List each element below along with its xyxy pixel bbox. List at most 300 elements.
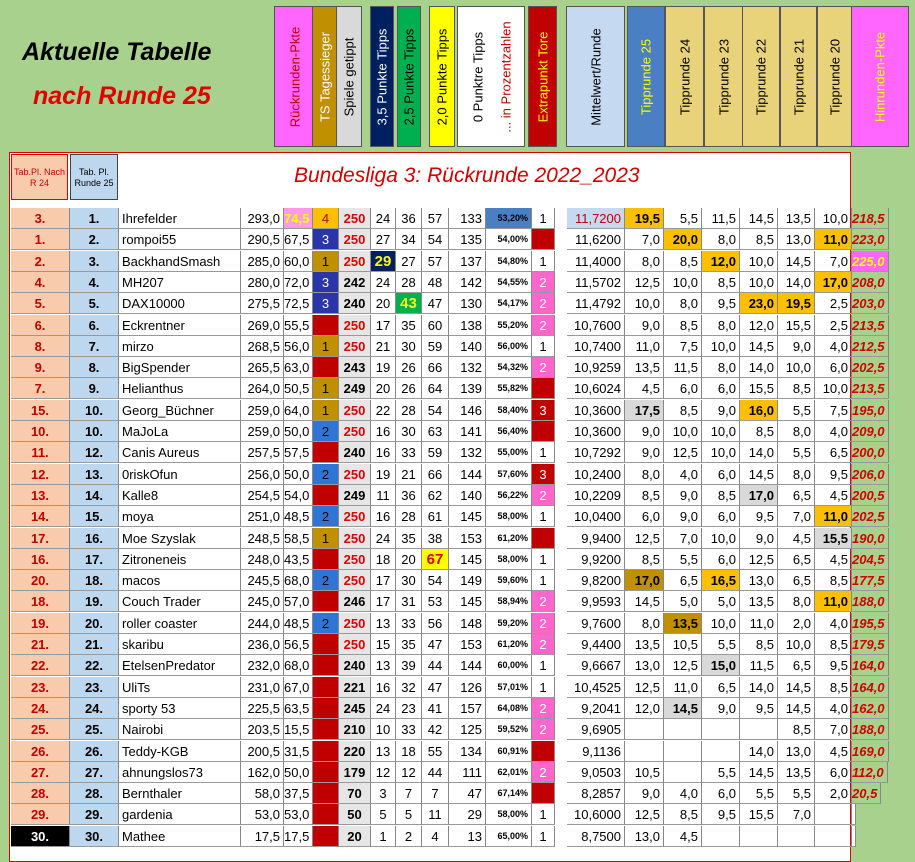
prev-rank-cell: 19. (11, 613, 70, 634)
tipps-0-cell: 145 (449, 506, 486, 527)
rueckrunden-points-cell: 56,5 (284, 634, 313, 655)
mittelwert-cell: 8,7500 (567, 826, 625, 847)
hinrunden-points-cell: 169,0 (852, 741, 889, 762)
tipps-20-cell: 42 (422, 719, 449, 740)
extrapunkt-cell: 2 (532, 315, 555, 336)
percent-cell: 58,00% (486, 549, 532, 570)
tipps-35-cell: 13 (371, 613, 396, 634)
tipprunde-22-cell: 13,5 (740, 591, 778, 612)
tipprunde-21-cell: 14,0 (778, 272, 815, 293)
tipps-35-cell: 11 (371, 485, 396, 506)
tipprunde-23-cell: 8,5 (702, 272, 740, 293)
header-punkte-20-tipps (429, 6, 455, 147)
player-name-cell: Ihrefelder (119, 208, 241, 229)
league-subtitle: Bundesliga 3: Rückrunde 2022_2023 (294, 164, 640, 187)
extrapunkt-cell (532, 783, 555, 804)
tipprunde-25-cell: 17,5 (625, 400, 664, 421)
percent-cell: 56,00% (486, 336, 532, 357)
spiele-getippt-cell: 250 (339, 421, 371, 442)
tipprunde-21-cell: 9,0 (778, 336, 815, 357)
tipprunde-23-cell: 6,0 (702, 549, 740, 570)
prev-rank-cell: 22. (11, 655, 70, 676)
player-name-cell: sporty 53 (119, 698, 241, 719)
hinrunden-points-cell: 188,0 (852, 719, 889, 740)
tagessieger-cell: 1 (313, 528, 339, 549)
tipps-35-cell: 19 (371, 357, 396, 378)
mittelwert-cell: 9,8200 (567, 570, 625, 591)
tipps-25-cell: 26 (396, 378, 422, 399)
prev-rank-cell: 9. (11, 357, 70, 378)
tipprunde-25-cell: 4,5 (625, 378, 664, 399)
tagessieger-cell (313, 549, 339, 570)
tagessieger-cell: 4 (313, 208, 339, 229)
tipprunde-22-cell: 13,0 (740, 570, 778, 591)
hinrunden-points-cell: 179,5 (852, 634, 889, 655)
percent-cell: 53,20% (486, 208, 532, 229)
player-name-cell: MaJoLa (119, 421, 241, 442)
percent-cell: 60,00% (486, 655, 532, 676)
table-row (11, 826, 851, 847)
tipprunde-23-cell: 16,5 (702, 570, 740, 591)
tipps-20-cell: 47 (422, 293, 449, 314)
tipprunde-21-cell: 10,0 (778, 357, 815, 378)
tipprunde-25-cell: 14,5 (625, 591, 664, 612)
tipprunde-21-cell: 6,5 (778, 485, 815, 506)
rueckrunden-points-cell: 50,0 (284, 421, 313, 442)
mittelwert-cell: 9,7600 (567, 613, 625, 634)
rank-cell: 10. (70, 421, 119, 442)
tipprunde-21-cell: 6,5 (778, 549, 815, 570)
spiele-getippt-cell: 250 (339, 613, 371, 634)
tipprunde-23-cell: 10,0 (702, 336, 740, 357)
player-name-cell: moya (119, 506, 241, 527)
spiele-getippt-cell: 250 (339, 400, 371, 421)
tipps-0-cell: 13 (449, 826, 486, 847)
tipps-35-cell: 16 (371, 677, 396, 698)
tagessieger-cell (313, 741, 339, 762)
header-ts-tagessieger (312, 6, 338, 147)
tipprunde-24-cell: 10,0 (664, 272, 702, 293)
rueckrunden-points-cell: 67,0 (284, 677, 313, 698)
table-row (11, 272, 885, 293)
tipprunde-20-cell: 4,5 (815, 741, 852, 762)
extrapunkt-cell: 1 (532, 442, 555, 463)
tipps-20-cell: 47 (422, 677, 449, 698)
tipprunde-22-cell: 23,0 (740, 293, 778, 314)
player-name-cell: Zitroneneis (119, 549, 241, 570)
rueckrunden-points-cell: 67,5 (284, 229, 313, 250)
tipprunde-22-cell: 11,0 (740, 613, 778, 634)
rank-cell: 20. (70, 613, 119, 634)
extrapunkt-cell: 1 (532, 549, 555, 570)
header-tipprunde-21 (780, 6, 817, 147)
tipprunde-25-cell: 8,0 (625, 251, 664, 272)
rueckrunden-points-cell: 53,0 (284, 804, 313, 825)
mittelwert-cell: 9,9400 (567, 528, 625, 549)
rank-cell: 8. (70, 357, 119, 378)
spiele-getippt-cell: 250 (339, 251, 371, 272)
tipprunde-21-cell: 14,5 (778, 698, 815, 719)
main-title: Aktuelle Tabelle (22, 38, 212, 66)
total-points-cell: 290,5 (241, 229, 284, 250)
tipprunde-22-cell: 11,5 (740, 655, 778, 676)
tipprunde-25-cell: 13,5 (625, 357, 664, 378)
tagessieger-cell (313, 762, 339, 783)
extrapunkt-cell: 2 (532, 591, 555, 612)
header-hinrunden-pkte (851, 6, 909, 147)
tipps-25-cell: 36 (396, 208, 422, 229)
tipps-35-cell: 3 (371, 783, 396, 804)
tagessieger-cell (313, 485, 339, 506)
percent-cell: 54,55% (486, 272, 532, 293)
table-row (11, 634, 885, 655)
tipprunde-23-cell: 9,0 (702, 400, 740, 421)
hinrunden-points-cell: 213,5 (852, 378, 889, 399)
tipprunde-24-cell: 8,5 (664, 804, 702, 825)
tipprunde-24-cell: 7,0 (664, 528, 702, 549)
total-points-cell: 248,0 (241, 549, 284, 570)
tipprunde-24-cell: 9,0 (664, 485, 702, 506)
tipprunde-22-cell: 9,5 (740, 698, 778, 719)
rank-cell: 29. (70, 804, 119, 825)
total-points-cell: 275,5 (241, 293, 284, 314)
tipprunde-24-cell: 13,5 (664, 613, 702, 634)
total-points-cell: 17,5 (241, 826, 284, 847)
tipprunde-20-cell: 4,0 (815, 336, 852, 357)
tipps-25-cell: 36 (396, 485, 422, 506)
tipps-20-cell: 53 (422, 591, 449, 612)
player-name-cell: BackhandSmash (119, 251, 241, 272)
tipps-20-cell: 59 (422, 442, 449, 463)
header-tipprunde-24 (665, 6, 704, 147)
tagessieger-cell (313, 783, 339, 804)
mittelwert-cell: 10,2209 (567, 485, 625, 506)
prev-rank-cell: 11. (11, 442, 70, 463)
header-label: 3,5 Punkte Tipps (374, 28, 390, 125)
tipps-25-cell: 27 (396, 251, 422, 272)
hinrunden-points-cell: 209,0 (852, 421, 889, 442)
table-row (11, 421, 885, 442)
prev-rank-cell: 7. (11, 378, 70, 399)
player-name-cell: mirzo (119, 336, 241, 357)
tipprunde-22-cell: 9,5 (740, 506, 778, 527)
tipprunde-20-cell: 11,0 (815, 591, 852, 612)
tipps-20-cell: 11 (422, 804, 449, 825)
total-points-cell: 53,0 (241, 804, 284, 825)
tipps-25-cell: 32 (396, 677, 422, 698)
player-name-cell: Moe Szyslak (119, 528, 241, 549)
tipps-20-cell: 57 (422, 208, 449, 229)
extrapunkt-cell: 1 (532, 655, 555, 676)
hinrunden-points-cell: 213,5 (852, 315, 889, 336)
tipps-35-cell: 12 (371, 762, 396, 783)
table-row (11, 229, 885, 250)
tipps-25-cell: 35 (396, 315, 422, 336)
tipps-0-cell: 130 (449, 293, 486, 314)
tipprunde-25-cell: 8,0 (625, 613, 664, 634)
tipprunde-23-cell: 11,5 (702, 208, 740, 229)
tipps-20-cell: 44 (422, 655, 449, 676)
tipprunde-22-cell (740, 719, 778, 740)
tipprunde-25-cell: 6,0 (625, 506, 664, 527)
rank-cell: 18. (70, 570, 119, 591)
tipprunde-20-cell: 7,0 (815, 251, 852, 272)
tipprunde-20-cell: 2,5 (815, 293, 852, 314)
rank-cell: 2. (70, 229, 119, 250)
tipprunde-23-cell: 9,5 (702, 804, 740, 825)
rueckrunden-points-cell: 58,5 (284, 528, 313, 549)
hinrunden-points-cell: 218,5 (852, 208, 889, 229)
rueckrunden-points-cell: 57,5 (284, 442, 313, 463)
tipps-35-cell: 15 (371, 634, 396, 655)
player-name-cell: Georg_Büchner (119, 400, 241, 421)
tipprunde-22-cell: 12,0 (740, 315, 778, 336)
tipps-0-cell: 111 (449, 762, 486, 783)
table-row (11, 442, 885, 463)
total-points-cell: 245,5 (241, 570, 284, 591)
tipprunde-23-cell: 8,5 (702, 485, 740, 506)
tipps-35-cell: 17 (371, 591, 396, 612)
tipps-0-cell: 140 (449, 336, 486, 357)
percent-cell: 62,01% (486, 762, 532, 783)
prev-rank-cell: 15. (11, 400, 70, 421)
header-tipprunde-23 (704, 6, 743, 147)
mittelwert-cell: 10,7600 (567, 315, 625, 336)
rueckrunden-points-cell: 68,0 (284, 655, 313, 676)
tipps-20-cell: 48 (422, 272, 449, 293)
tipprunde-25-cell: 10,5 (625, 762, 664, 783)
tipprunde-25-cell: 12,5 (625, 528, 664, 549)
table-row (11, 698, 885, 719)
total-points-cell: 285,0 (241, 251, 284, 272)
prev-rank-cell: 12. (11, 464, 70, 485)
tagessieger-cell: 1 (313, 378, 339, 399)
prev-rank-cell: 2. (11, 251, 70, 272)
rank-column-header: Tab. Pl. Runde 25 (70, 154, 118, 200)
tipprunde-21-cell: 4,5 (778, 528, 815, 549)
tagessieger-cell: 3 (313, 272, 339, 293)
tipps-20-cell: 4 (422, 826, 449, 847)
player-name-cell: MH207 (119, 272, 241, 293)
total-points-cell: 231,0 (241, 677, 284, 698)
extrapunkt-cell: 2 (532, 485, 555, 506)
prev-rank-cell: 3. (11, 208, 70, 229)
tipprunde-21-cell: 5,5 (778, 400, 815, 421)
tipps-20-cell: 54 (422, 229, 449, 250)
mittelwert-cell: 11,4792 (567, 293, 625, 314)
tipps-35-cell: 24 (371, 528, 396, 549)
header-tipprunde-22 (742, 6, 780, 147)
tipprunde-24-cell: 12,5 (664, 442, 702, 463)
tipps-0-cell: 137 (449, 251, 486, 272)
spiele-getippt-cell: 249 (339, 485, 371, 506)
table-row (11, 762, 884, 783)
tipps-0-cell: 135 (449, 229, 486, 250)
rueckrunden-points-cell: 56,0 (284, 336, 313, 357)
tipprunde-24-cell: 5,5 (664, 549, 702, 570)
table-row (11, 336, 885, 357)
rank-cell: 14. (70, 485, 119, 506)
prev-rank-cell: 20. (11, 570, 70, 591)
tipprunde-23-cell: 6,5 (702, 677, 740, 698)
spiele-getippt-cell: 221 (339, 677, 371, 698)
tipps-35-cell: 19 (371, 464, 396, 485)
prev-rank-cell: 23. (11, 677, 70, 698)
header-mittelwert-runde (566, 6, 625, 147)
table-row (11, 400, 885, 421)
tipprunde-20-cell: 4,5 (815, 485, 852, 506)
player-name-cell: Nairobi (119, 719, 241, 740)
mittelwert-cell: 10,7400 (567, 336, 625, 357)
prev-rank-column-header: Tab.Pl. Nach R 24 (11, 154, 68, 200)
percent-cell: 58,40% (486, 400, 532, 421)
rank-cell: 24. (70, 698, 119, 719)
tipprunde-24-cell (664, 741, 702, 762)
tipprunde-20-cell: 8,5 (815, 634, 852, 655)
tipprunde-20-cell: 11,0 (815, 506, 852, 527)
tipprunde-25-cell: 9,0 (625, 315, 664, 336)
hinrunden-points-cell: 204,5 (852, 549, 889, 570)
table-row (11, 655, 885, 676)
tipps-25-cell: 5 (396, 804, 422, 825)
tagessieger-cell (313, 677, 339, 698)
table-row (11, 485, 885, 506)
extrapunkt-cell: 3 (532, 400, 555, 421)
tipprunde-24-cell: 11,5 (664, 357, 702, 378)
rank-cell: 25. (70, 719, 119, 740)
hinrunden-points-cell: 162,0 (852, 698, 889, 719)
hinrunden-points-cell: 164,0 (852, 655, 889, 676)
tipps-0-cell: 126 (449, 677, 486, 698)
prev-rank-cell: 17. (11, 528, 70, 549)
rueckrunden-points-cell: 63,0 (284, 357, 313, 378)
spiele-getippt-cell: 246 (339, 591, 371, 612)
tipprunde-20-cell: 17,0 (815, 272, 852, 293)
tipprunde-23-cell (702, 826, 740, 847)
prev-rank-cell: 28. (11, 783, 70, 804)
spiele-getippt-cell: 20 (339, 826, 371, 847)
tipprunde-24-cell (664, 719, 702, 740)
tipprunde-20-cell: 2,5 (815, 315, 852, 336)
tipprunde-24-cell: 8,5 (664, 400, 702, 421)
tipprunde-22-cell: 14,0 (740, 677, 778, 698)
player-name-cell: gardenia (119, 804, 241, 825)
spiele-getippt-cell: 70 (339, 783, 371, 804)
extrapunkt-cell: 2 (532, 613, 555, 634)
percent-cell: 64,08% (486, 698, 532, 719)
tipprunde-25-cell: 10,0 (625, 293, 664, 314)
percent-cell: 58,00% (486, 804, 532, 825)
rueckrunden-points-cell: 68,0 (284, 570, 313, 591)
spiele-getippt-cell: 250 (339, 336, 371, 357)
tipps-35-cell: 29 (371, 251, 396, 272)
percent-cell: 55,00% (486, 442, 532, 463)
mittelwert-cell: 9,9200 (567, 549, 625, 570)
hinrunden-points-cell: 202,5 (852, 357, 889, 378)
tipps-25-cell: 28 (396, 272, 422, 293)
tipprunde-24-cell: 6,5 (664, 570, 702, 591)
tipprunde-25-cell: 11,0 (625, 336, 664, 357)
extrapunkt-cell: 1 (532, 570, 555, 591)
tipprunde-20-cell: 6,5 (815, 442, 852, 463)
hinrunden-points-cell (852, 826, 856, 847)
player-name-cell: Mathee (119, 826, 241, 847)
tipprunde-22-cell: 15,5 (740, 804, 778, 825)
rank-cell: 21. (70, 634, 119, 655)
tipprunde-20-cell (815, 804, 852, 825)
mittelwert-cell: 11,5702 (567, 272, 625, 293)
tipps-0-cell: 132 (449, 357, 486, 378)
tipprunde-24-cell: 9,0 (664, 506, 702, 527)
header-label: Tipprunde 21 (791, 38, 806, 115)
tipps-20-cell: 57 (422, 251, 449, 272)
rank-cell: 16. (70, 528, 119, 549)
tipps-0-cell: 29 (449, 804, 486, 825)
tipps-20-cell: 38 (422, 528, 449, 549)
player-name-cell: 0riskOfun (119, 464, 241, 485)
rank-cell: 1. (70, 208, 119, 229)
tipps-25-cell: 26 (396, 357, 422, 378)
mittelwert-cell: 8,2857 (567, 783, 625, 804)
total-points-cell: 245,0 (241, 591, 284, 612)
rueckrunden-points-cell: 31,5 (284, 741, 313, 762)
tagessieger-cell: 1 (313, 251, 339, 272)
tipprunde-21-cell: 15,5 (778, 315, 815, 336)
header-label: ... in Prozentzahlen (498, 20, 514, 133)
table-row (11, 357, 885, 378)
total-points-cell: 200,5 (241, 741, 284, 762)
tipprunde-23-cell: 5,0 (702, 591, 740, 612)
mittelwert-cell: 11,4000 (567, 251, 625, 272)
tipprunde-24-cell: 6,0 (664, 378, 702, 399)
player-name-cell: skaribu (119, 634, 241, 655)
rueckrunden-points-cell: 64,0 (284, 400, 313, 421)
percent-cell: 55,82% (486, 378, 532, 399)
tipps-35-cell: 5 (371, 804, 396, 825)
table-row (11, 506, 885, 527)
tipps-0-cell: 132 (449, 442, 486, 463)
tipprunde-21-cell: 19,5 (778, 293, 815, 314)
rank-cell: 19. (70, 591, 119, 612)
tipps-25-cell: 43 (396, 293, 422, 314)
rueckrunden-points-cell: 50,0 (284, 464, 313, 485)
spiele-getippt-cell: 250 (339, 549, 371, 570)
tipps-25-cell: 33 (396, 719, 422, 740)
rank-cell: 27. (70, 762, 119, 783)
tipprunde-24-cell: 14,5 (664, 698, 702, 719)
mittelwert-cell: 10,2400 (567, 464, 625, 485)
table-row (11, 804, 851, 825)
tipprunde-20-cell: 6,0 (815, 357, 852, 378)
percent-cell: 65,00% (486, 826, 532, 847)
mittelwert-cell: 10,3600 (567, 400, 625, 421)
tipprunde-24-cell: 5,0 (664, 591, 702, 612)
tipprunde-21-cell: 14,5 (778, 677, 815, 698)
table-row (11, 251, 885, 272)
tagessieger-cell: 2 (313, 613, 339, 634)
tipps-20-cell: 55 (422, 741, 449, 762)
tipprunde-22-cell: 10,0 (740, 251, 778, 272)
tipps-25-cell: 35 (396, 528, 422, 549)
player-name-cell: DAX10000 (119, 293, 241, 314)
tipprunde-22-cell: 14,0 (740, 357, 778, 378)
tipprunde-23-cell: 6,0 (702, 506, 740, 527)
rank-cell: 15. (70, 506, 119, 527)
rank-cell: 23. (70, 677, 119, 698)
tipps-0-cell: 144 (449, 655, 486, 676)
mittelwert-cell: 11,6200 (567, 229, 625, 250)
tipprunde-21-cell: 13,5 (778, 208, 815, 229)
